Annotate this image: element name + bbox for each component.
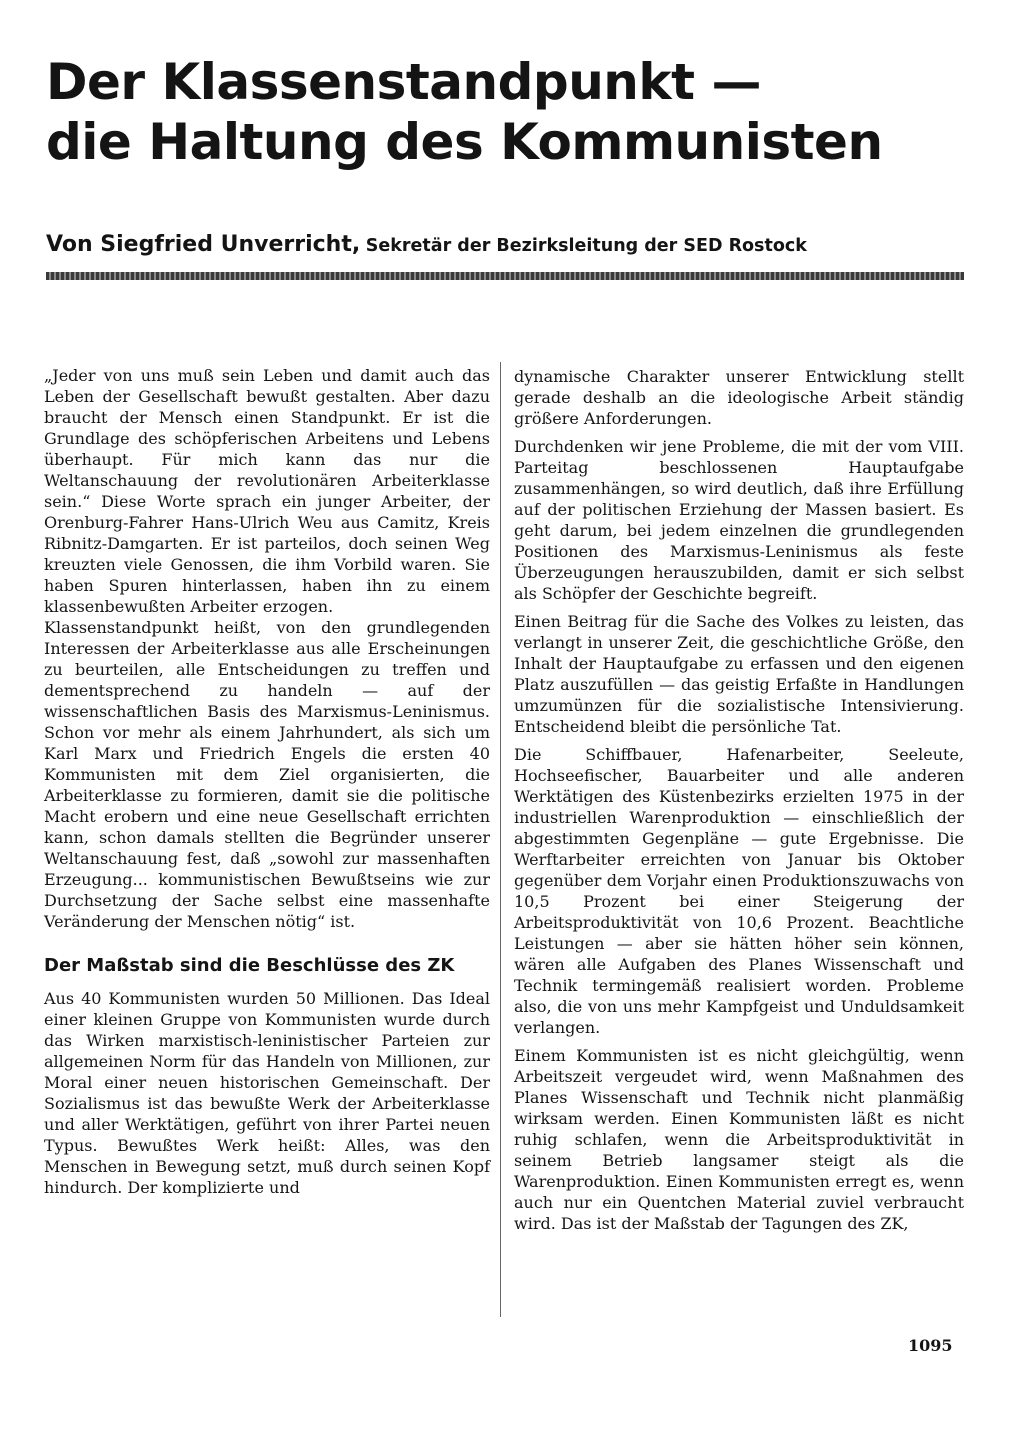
paragraph: Klassenstandpunkt heißt, von den grundlegenden Interessen der Arbeiterklasse aus alle Erscheinungen zu beurteilen, alle Entscheidungen zu treffen und dementsprechend zu handeln — auf der wissenschaftlichen Basis des Marxismus-Leninismus. Schon vor mehr als einem Jahrhundert, als sich um Karl Marx und Friedrich Engels die ersten 40 Kommunisten mit dem Ziel organisierten, die Arbeiterklasse zu formieren, damit sie die politische Macht erobern und eine neue Gesellschaft errichten kann, schon damals stellten die Begründer unserer Weltanschauung fest, daß „sowohl zur massenhaften Erzeugung... kommunistischen Bewußtseins wie zur Durchsetzung der Sache selbst eine massenhafte Veränderung der Menschen nötig“ ist. bbox=[44, 618, 490, 931]
paragraph: Aus 40 Kommunisten wurden 50 Millionen. Das Ideal einer kleinen Gruppe von Kommunisten wurde durch das Wirken marxistisch-leninistischer Parteien zur allgemeinen Norm für das Handeln von Millionen, zur Moral einer neuen historischen Gemeinschaft. Der Sozialismus ist das bewußte Werk der Arbeiterklasse und aller Werktätigen, geführt von ihrer Partei neuen Typus. Bewußtes Werk heißt: Alles, was den Menschen in Bewegung setzt, muß durch seinen Kopf hindurch. Der komplizierte und bbox=[44, 989, 490, 1197]
title-line-2: die Haltung des Kommunisten bbox=[46, 113, 883, 171]
left-column bbox=[44, 365, 490, 1205]
paragraph: Durchdenken wir jene Probleme, die mit der vom VIII. Parteitag beschlossenen Hauptaufgabe zusammenhängen, so wird deutlich, daß ihre Erfüllung auf der politischen Erziehung der Massen basiert. Es geht darum, bei jedem einzelnen die grundlegenden Positionen des Marxismus-Leninismus als feste Überzeugungen herauszubilden, damit er sich selbst als Schöpfer der Geschichte begreift. bbox=[514, 437, 964, 603]
page-number: 1095 bbox=[908, 1336, 953, 1355]
paragraph: „Jeder von uns muß sein Leben und damit auch das Leben der Gesellschaft bewußt gestalten. Aber dazu braucht der Mensch einen Standpunkt. Er ist die Grundlage des schöpferischen Arbeitens und Lebens überhaupt. Für mich kann das nur die Weltanschauung der revolutionären Arbeiterklasse sein.“ Diese Worte sprach ein junger Arbeiter, der Orenburg-Fahrer Hans-Ulrich Weu aus Camitz, Kreis Ribnitz-Damgarten. Er ist parteilos, doch seinen Weg kreuzten viele Genossen, die ihm Vorbild waren. Sie haben Spuren hinterlassen, haben ihn zu einem klassenbewußten Arbeiter erzogen. bbox=[44, 366, 490, 616]
author-name: Von Siegfried Unverricht, bbox=[46, 232, 361, 257]
author-role: Sekretär der Bezirksleitung der SED Rostock bbox=[365, 236, 807, 256]
title-line-1: Der Klassenstandpunkt — bbox=[46, 53, 761, 111]
column-divider bbox=[500, 362, 501, 1317]
paragraph: Die Schiffbauer, Hafenarbeiter, Seeleute, Hochseefischer, Bauarbeiter und alle anderen Werktätigen des Küstenbezirks erzielten 1975 in der industriellen Warenproduktion — einschließlich der abgestimmten Gegenpläne — gute Ergebnisse. Die Werftarbeiter erreichten von Januar bis Oktober gegenüber dem Vorjahr einen Produktionszuwachs von 10,5 Prozent bei einer Steigerung der Arbeitsproduktivität von 10,6 Prozent. Beachtliche Leistungen — aber sie hätten höher sein können, wären alle Aufgaben des Planes Wissenschaft und Technik termingemäß realisiert worden. Probleme also, die von uns mehr Kampfgeist und Unduldsamkeit verlangen. bbox=[514, 745, 964, 1037]
right-column bbox=[514, 366, 964, 1241]
section-subheading: Der Maßstab sind die Beschlüsse des ZK bbox=[44, 955, 455, 976]
byline bbox=[46, 232, 976, 257]
header-rule bbox=[46, 272, 964, 280]
article-title bbox=[46, 52, 986, 172]
paragraph: Einen Beitrag für die Sache des Volkes zu leisten, das verlangt in unserer Zeit, die geschichtliche Größe, den Inhalt der Hauptaufgabe zu erfassen und den eigenen Platz auszufüllen — das geistig Erfaßte in Handlungen umzumünzen für die sozialistische Intensivierung. Entscheidend bleibt die persönliche Tat. bbox=[514, 612, 964, 736]
paragraph: dynamische Charakter unserer Entwicklung stellt gerade deshalb an die ideologische Arbeit ständig größere Anforderungen. bbox=[514, 367, 964, 428]
paragraph: Einem Kommunisten ist es nicht gleichgültig, wenn Arbeitszeit vergeudet wird, wenn Maßnahmen des Planes Wissenschaft und Technik nicht planmäßig wirksam werden. Einen Kommunisten läßt es nicht ruhig schlafen, wenn die Arbeitsproduktivität in seinem Betrieb langsamer steigt als die Warenproduktion. Einen Kommunisten erregt es, wenn auch nur ein Quentchen Material zuviel verbraucht wird. Das ist der Maßstab der Tagungen des ZK, bbox=[514, 1046, 964, 1233]
